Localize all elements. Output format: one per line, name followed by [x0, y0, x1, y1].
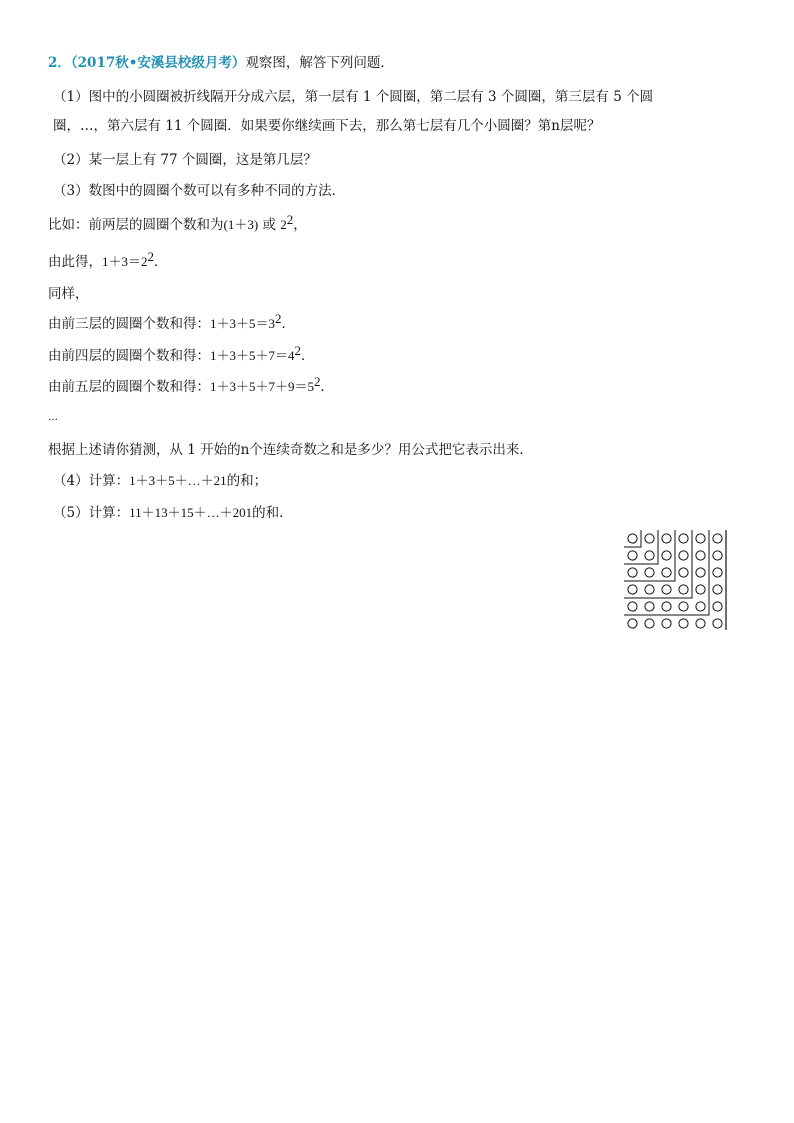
math-expression: 1＋3＋5＋…＋21	[129, 473, 227, 488]
circle-icon-layer-3	[662, 551, 671, 560]
circle-layers-figure	[620, 526, 736, 630]
question-prompt: 观察图，解答下列问题．	[245, 55, 394, 71]
punctuation: ．	[301, 348, 315, 364]
exponent: 2	[147, 249, 155, 264]
part-1-line-1: （1）图中的小圆圈被折线隔开分成六层，第一层有 1 个圆圈，第二层有 3 个圆圈，第三层有 5 个圆	[53, 89, 654, 105]
math-expression: 2	[280, 217, 287, 232]
exponent: 2	[275, 311, 282, 326]
circle-icon-layer-3	[662, 534, 671, 543]
circle-icon-layer-6	[662, 619, 671, 628]
part-1-line-2: 圈，…，第六层有 11 个圆圈．如果要你继续画下去，那么第七层有几个小圆圈？第n层呢？	[53, 118, 601, 134]
layer-divider	[624, 530, 641, 547]
circle-icon-layer-6	[628, 619, 637, 628]
part-2: （2）某一层上有 77 个圆圈，这是第几层？	[53, 152, 317, 168]
exponent: 2	[314, 374, 321, 389]
layer-divider	[624, 530, 675, 581]
circle-icon-layer-3	[662, 568, 671, 577]
question-source: （2017秋•安溪县校级月考）	[70, 55, 246, 71]
circle-icon-layer-5	[662, 602, 671, 611]
part-3: （3）数图中的圆圈个数可以有多种不同的方法．	[53, 183, 346, 199]
example-line-6	[48, 374, 335, 397]
circle-icon-layer-3	[645, 568, 654, 577]
guess-line: 根据上述请你猜测，从 1 开始的n个连续奇数之和是多少？用公式把它表示出来．	[48, 442, 533, 458]
example-text: 由前三层的圆圈个数和得：	[48, 316, 210, 332]
example-text: 或	[258, 217, 281, 233]
part-5-suffix: 的和．	[252, 505, 293, 521]
math-expression: 1＋3＋5＋7＝4	[210, 348, 295, 363]
circle-icon-layer-2	[628, 551, 637, 560]
exponent: 2	[294, 343, 302, 358]
part-4-suffix: 的和；	[226, 473, 268, 489]
circle-icon-layer-6	[713, 602, 722, 611]
part-5	[53, 503, 293, 523]
math-expression: (1＋3)	[223, 217, 259, 232]
exponent: 2	[286, 212, 294, 227]
circle-icon-layer-2	[645, 534, 654, 543]
circle-icon-layer-4	[679, 551, 688, 560]
circle-icon-layer-6	[679, 619, 688, 628]
circle-icon-layer-4	[645, 585, 654, 594]
circle-icon-layer-5	[696, 585, 705, 594]
example-text: 由前四层的圆圈个数和得：	[48, 348, 210, 364]
circle-icon-layer-6	[645, 619, 654, 628]
punctuation: ，	[293, 217, 307, 233]
circle-icon-layer-4	[662, 585, 671, 594]
part-4-label: （4）计算：	[53, 473, 130, 489]
question-header	[48, 53, 394, 73]
punctuation: ．	[320, 379, 335, 395]
circle-icon-layer-4	[679, 585, 688, 594]
circle-icon-layer-4	[628, 585, 637, 594]
math-expression: 1＋3＝2	[102, 254, 148, 269]
part-5-label: （5）计算：	[53, 505, 130, 521]
math-expression: 1＋3＋5＝3	[210, 316, 276, 331]
example-text: 由前五层的圆圈个数和得：	[48, 379, 210, 395]
circle-icon-layer-1	[628, 534, 637, 543]
circle-icon-layer-6	[696, 619, 705, 628]
punctuation: ．	[281, 316, 296, 332]
circle-icon-layer-4	[679, 534, 688, 543]
circle-icon-layer-5	[679, 602, 688, 611]
example-line-5	[48, 343, 315, 366]
circle-icon-layer-5	[696, 568, 705, 577]
circle-icon-layer-6	[713, 585, 722, 594]
example-line-3: 同样，	[48, 286, 89, 302]
circle-icon-layer-6	[713, 551, 722, 560]
circle-icon-layer-6	[713, 619, 722, 628]
circle-icon-layer-5	[628, 602, 637, 611]
circle-icon-layer-5	[696, 551, 705, 560]
example-text: 比如：前两层的圆圈个数和为	[48, 217, 224, 233]
example-text: 由此得，	[48, 254, 102, 270]
circle-icon-layer-5	[696, 534, 705, 543]
example-line-2	[48, 249, 168, 272]
circle-icon-layer-4	[679, 568, 688, 577]
part-4	[53, 471, 267, 491]
circle-icon-layer-2	[645, 551, 654, 560]
math-expression: 11＋13＋15＋…＋201	[129, 505, 253, 520]
punctuation: ．	[154, 254, 168, 270]
math-expression: 1＋3＋5＋7＋9＝5	[210, 379, 315, 394]
ellipsis-line: …	[48, 412, 58, 423]
example-line-1	[48, 212, 307, 235]
circle-icon-layer-5	[696, 602, 705, 611]
circle-icon-layer-5	[645, 602, 654, 611]
circle-icon-layer-6	[713, 568, 722, 577]
example-line-4	[48, 311, 296, 334]
question-number: 2．	[48, 55, 71, 71]
circle-icon-layer-3	[628, 568, 637, 577]
circle-icon-layer-6	[713, 534, 722, 543]
